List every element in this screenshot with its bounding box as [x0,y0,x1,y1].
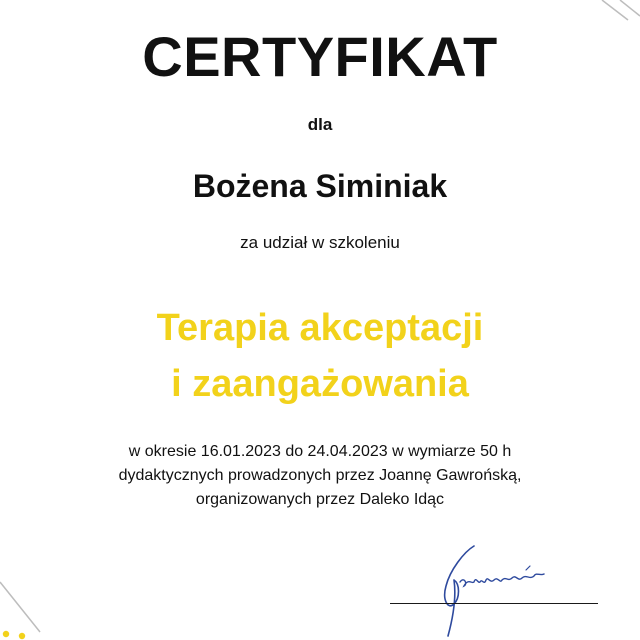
course-details [0,440,640,512]
certificate-title: CERTYFIKAT [142,25,498,88]
details-line-1: w okresie 16.01.2023 do 24.04.2023 w wymiarze 50 h [128,443,512,460]
handwritten-signature [430,540,560,640]
course-title [0,300,640,412]
signature-line [390,603,598,604]
details-line-2: dydaktycznych prowadzonych przez Joannę Gawrońską, [118,467,522,484]
for-label: dla [307,115,333,134]
corner-decoration-bottom-left [0,570,60,640]
recipient-name: Bożena Siminiak [192,168,448,204]
participation-text: za udział w szkoleniu [240,233,400,252]
course-title-line-1: Terapia akceptacji [156,307,484,349]
course-title-line-2: i zaangażowania [171,363,469,405]
details-line-3: organizowanych przez Daleko Idąc [195,491,445,508]
